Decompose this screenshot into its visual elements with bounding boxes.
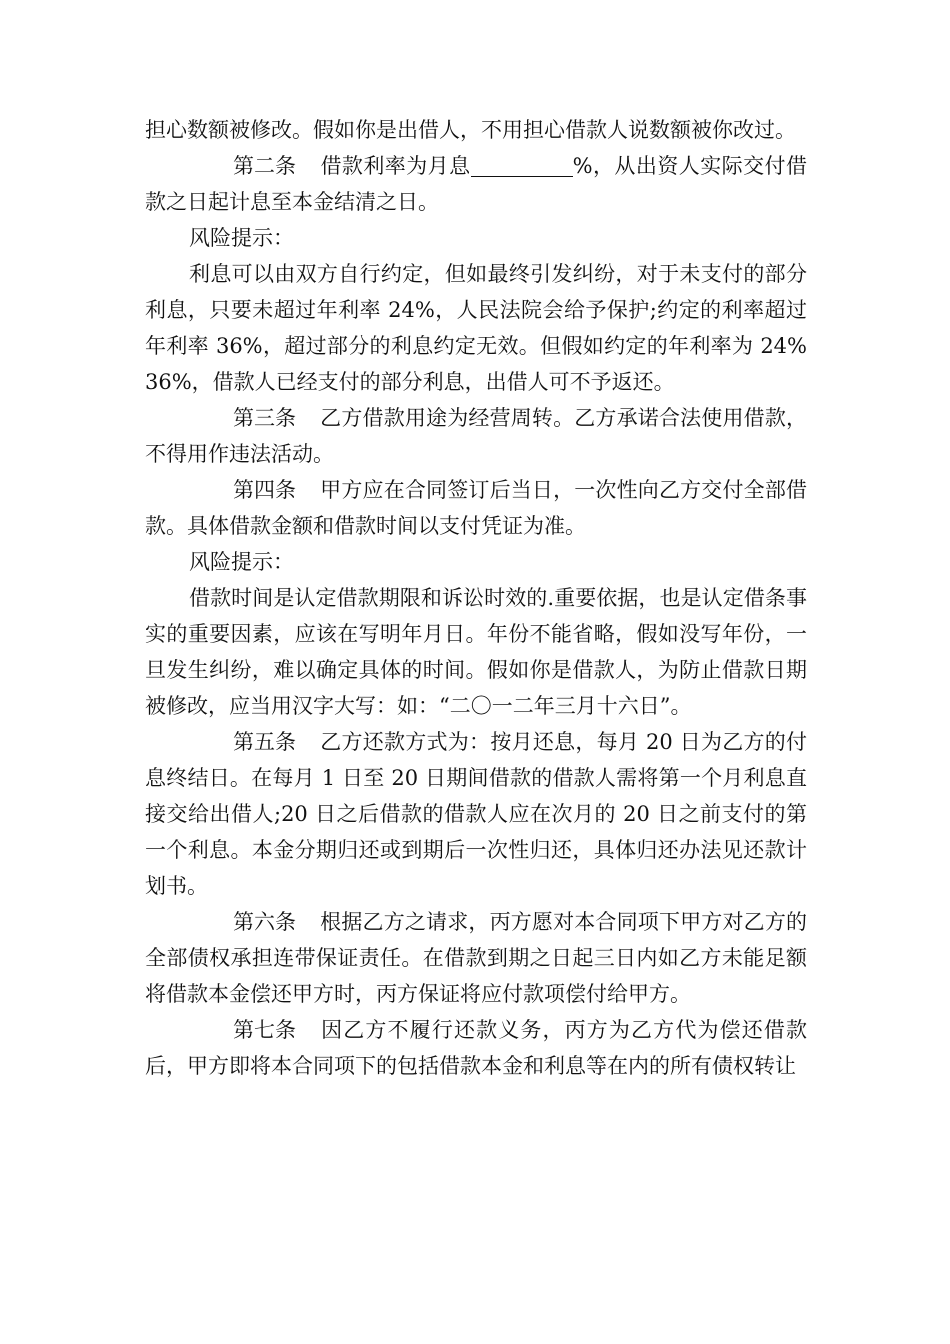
article-4-text: 甲方应在合同签订后当日，一次性向乙方交付全部借款。具体借款金额和借款时间以支付凭证为准。 <box>145 478 807 538</box>
article-number: 第三条 <box>233 406 296 430</box>
article-number: 第七条 <box>233 1018 296 1042</box>
risk-notice-heading: 风险提示： <box>189 550 294 574</box>
article-5 <box>145 724 807 904</box>
article-4 <box>145 472 807 544</box>
article-number: 第五条 <box>233 730 296 754</box>
risk-notice-interest: 利息可以由双方自行约定，但如最终引发纠纷，对于未支付的部分利息，只要未超过年利率 24%，人民法院会给予保护;约定的利率超过年利率 36%，超过部分的利息约定无效。但假如约定的年利率为 24%36%，借款人已经支付的部分利息，出借人可不予返还。 <box>145 262 807 394</box>
risk-notice-heading: 风险提示： <box>189 226 294 250</box>
article-7 <box>145 1012 807 1084</box>
article-3-text: 乙方借款用途为经营周转。乙方承诺合法使用借款，不得用作违法活动。 <box>145 406 807 466</box>
article-3 <box>145 400 807 472</box>
article-6 <box>145 904 807 1012</box>
risk-notice-date: 借款时间是认定借款期限和诉讼时效的.重要依据，也是认定借条事实的重要因素，应该在写明年月日。年份不能省略，假如没写年份，一旦发生纠纷，难以确定具体的时间。假如你是借款人，为防止借款日期被修改，应当用汉字大写：如：“二〇一二年三月十六日”。 <box>145 586 807 718</box>
paragraph-continuation: 担心数额被修改。假如你是出借人，不用担心借款人说数额被你改过。 <box>145 118 796 142</box>
article-2-text-a: 借款利率为月息 <box>320 154 471 178</box>
article-number: 第四条 <box>233 478 296 502</box>
interest-rate-blank[interactable] <box>471 154 573 177</box>
article-2-text-b: %，从出资人实际交付借款之日起计息至本金结清之日。 <box>145 154 807 214</box>
article-5-text: 乙方还款方式为：按月还息，每月 20 日为乙方的付息终结日。在每月 1 日至 20 日期间借款的借款人需将第一个月利息直接交给出借人;20 日之后借款的借款人应在次月的 20 日之前支付的第一个利息。本金分期归还或到期后一次性归还，具体归还办法见还款计划书。 <box>145 730 807 898</box>
article-2 <box>145 148 807 220</box>
article-7-text: 因乙方不履行还款义务，丙方为乙方代为偿还借款后，甲方即将本合同项下的包括借款本金和利息等在内的所有债权转让 <box>145 1018 807 1078</box>
document-page <box>145 112 807 1084</box>
article-6-text: 根据乙方之请求，丙方愿对本合同项下甲方对乙方的全部债权承担连带保证责任。在借款到期之日起三日内如乙方未能足额将借款本金偿还甲方时，丙方保证将应付款项偿付给甲方。 <box>145 910 807 1006</box>
article-number: 第六条 <box>233 910 296 934</box>
article-number: 第二条 <box>233 154 296 178</box>
